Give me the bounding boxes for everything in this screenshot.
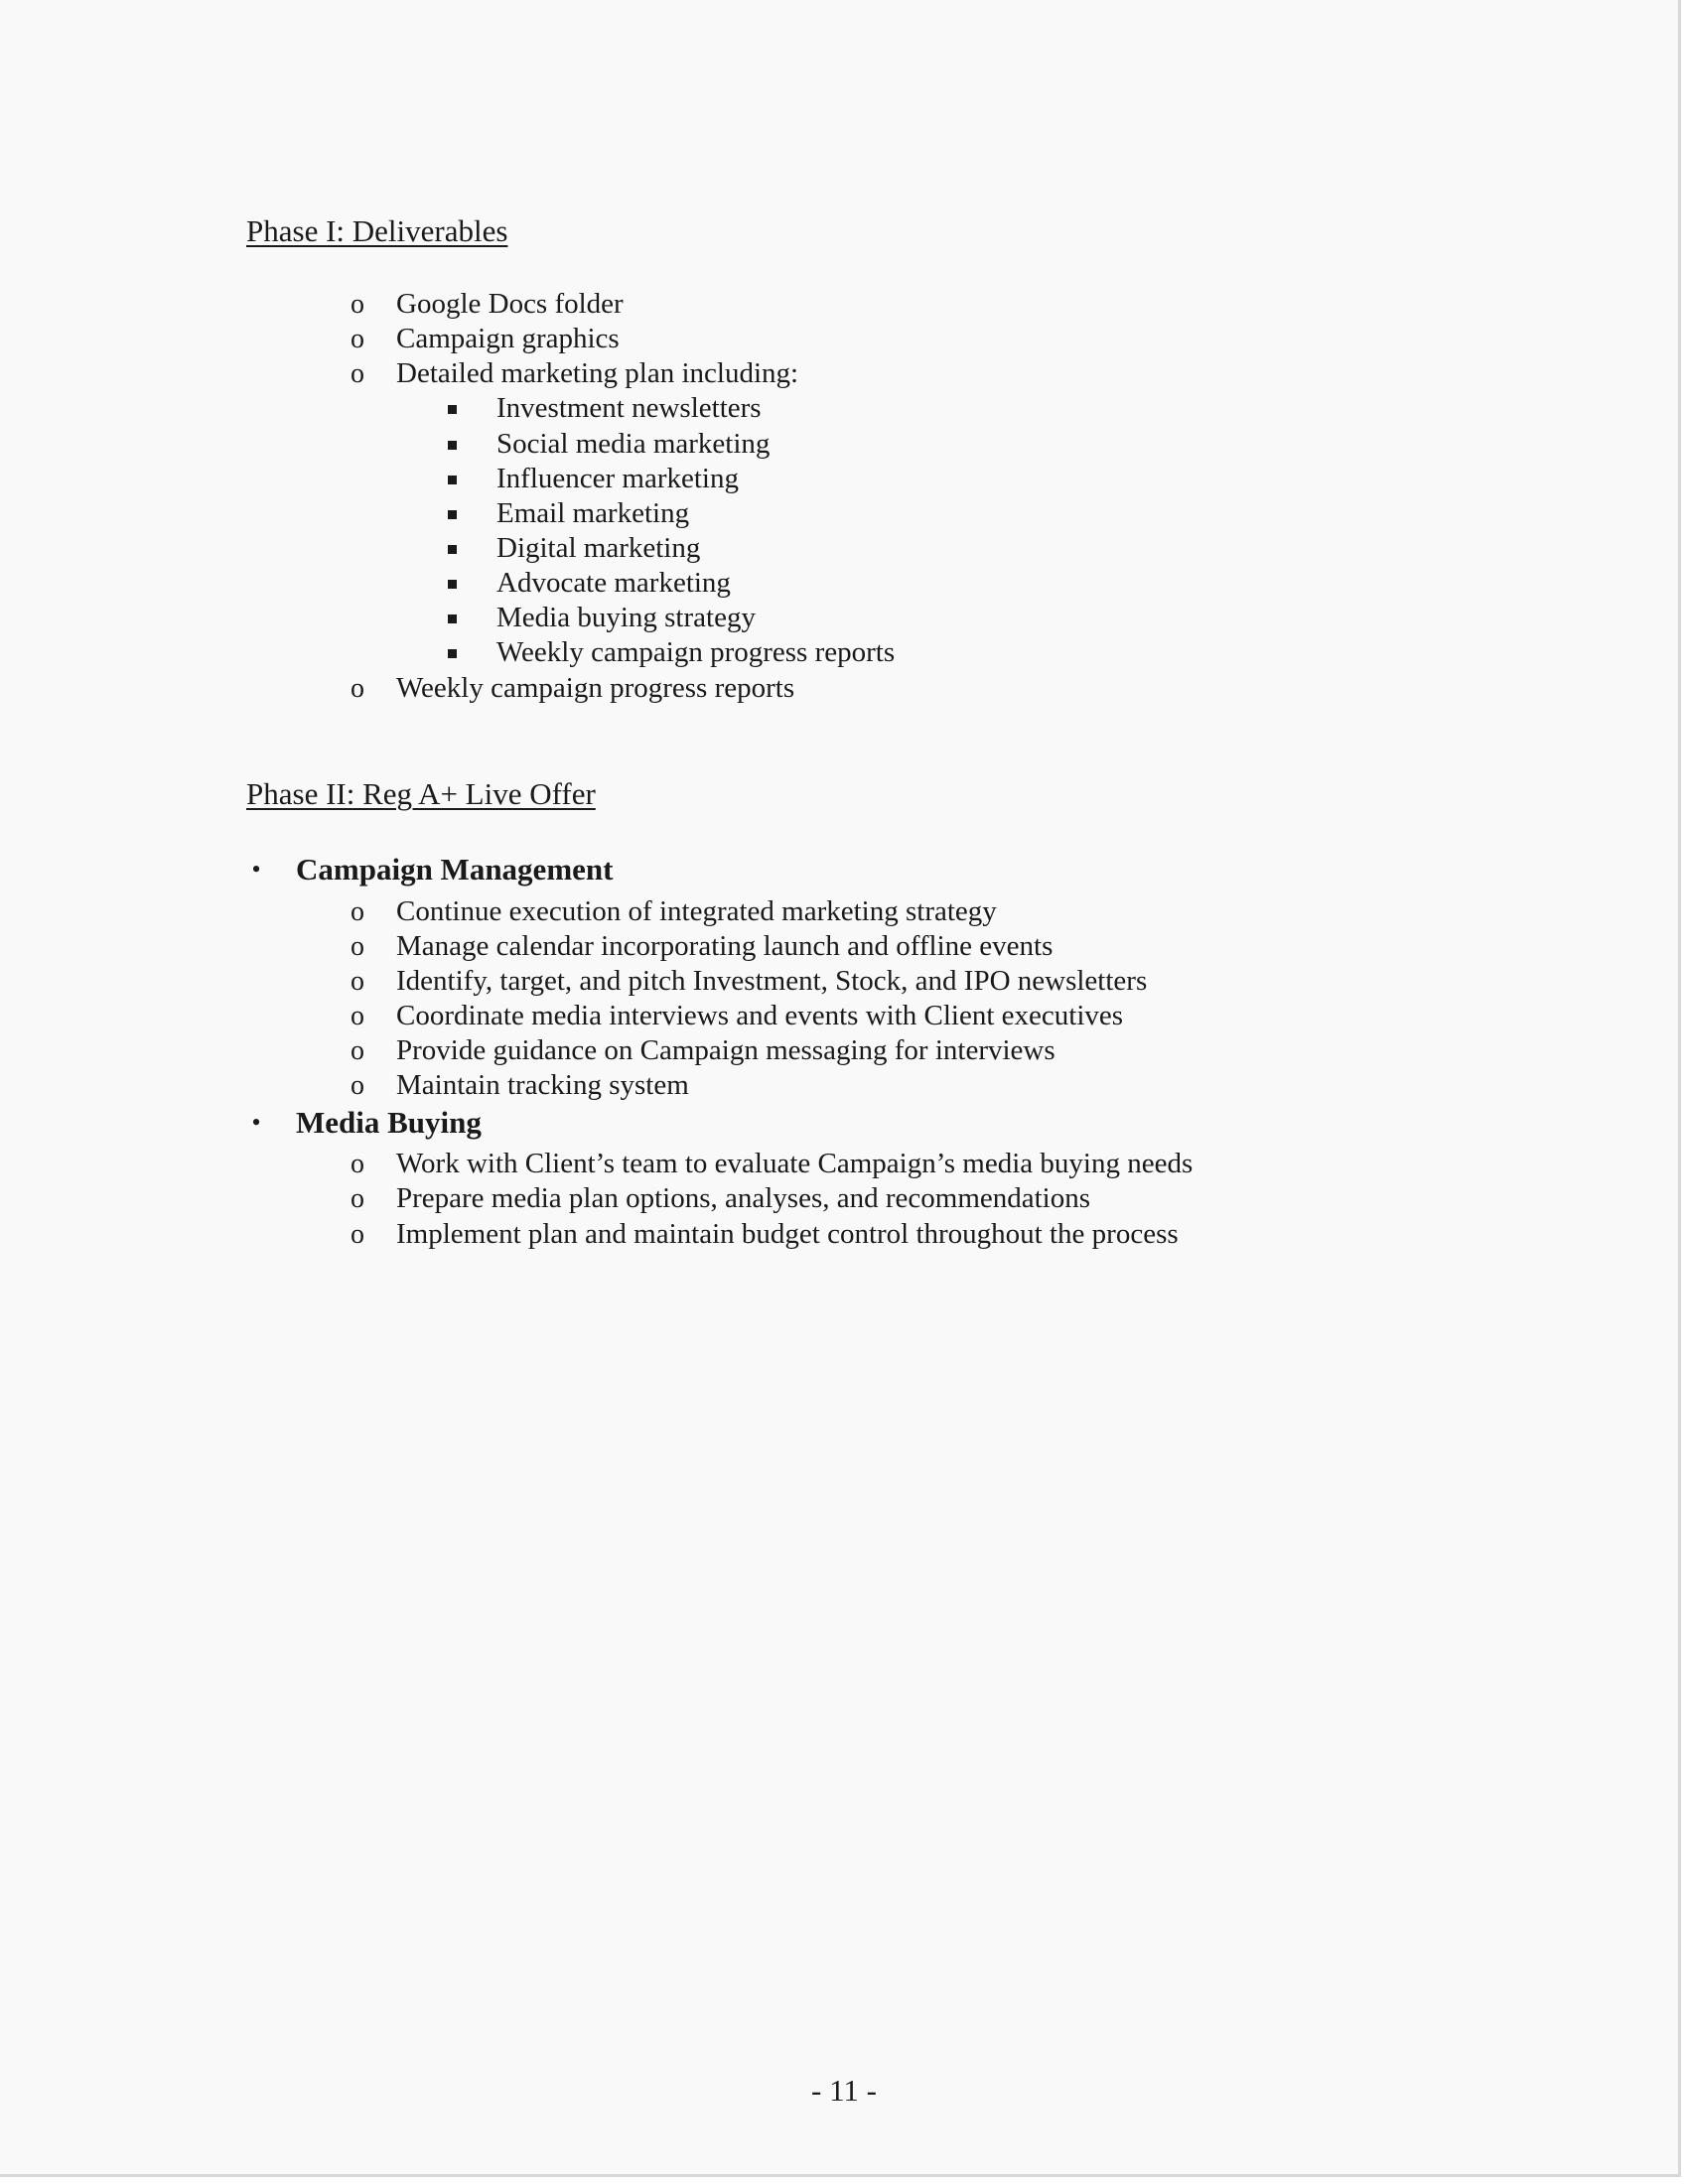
list-item-text: Weekly campaign progress reports bbox=[496, 636, 896, 668]
circle-bullet-icon: o bbox=[351, 1149, 364, 1179]
square-bullet-icon bbox=[448, 441, 457, 450]
list-item-text: Email marketing bbox=[496, 497, 690, 529]
list-item-text: Work with Client’s team to evaluate Campaign’s media buying needs bbox=[396, 1148, 1194, 1179]
square-bullet-icon bbox=[448, 614, 457, 623]
bullet-icon: • bbox=[251, 1108, 261, 1137]
list-item-text: Maintain tracking system bbox=[396, 1069, 689, 1101]
square-bullet-icon bbox=[448, 545, 457, 554]
list-item-text: Coordinate media interviews and events with Client executives bbox=[396, 1000, 1124, 1031]
bullet-icon: • bbox=[251, 855, 261, 884]
list-item-text: Digital marketing bbox=[496, 532, 701, 564]
circle-bullet-icon: o bbox=[351, 1001, 364, 1031]
circle-bullet-icon: o bbox=[351, 896, 364, 927]
square-bullet-icon bbox=[448, 580, 457, 589]
circle-bullet-icon: o bbox=[351, 673, 364, 704]
list-item-text: Investment newsletters bbox=[496, 392, 762, 424]
circle-bullet-icon: o bbox=[351, 1035, 364, 1066]
circle-bullet-icon: o bbox=[351, 324, 364, 354]
list-item-text: Provide guidance on Campaign messaging for interviews bbox=[396, 1034, 1055, 1066]
circle-bullet-icon: o bbox=[351, 1070, 364, 1101]
list-item-text: Campaign graphics bbox=[396, 323, 620, 354]
list-item-text: Manage calendar incorporating launch and offline events bbox=[396, 930, 1054, 962]
page-number: - 11 - bbox=[811, 2073, 877, 2108]
list-item-text: Prepare media plan options, analyses, and recommendations bbox=[396, 1182, 1091, 1214]
list-item-text: Advocate marketing bbox=[496, 567, 731, 599]
circle-bullet-icon: o bbox=[351, 289, 364, 320]
phase-2-heading: Phase II: Reg A+ Live Offer bbox=[246, 776, 596, 811]
list-item-text: Detailed marketing plan including: bbox=[396, 357, 799, 389]
circle-bullet-icon: o bbox=[351, 1219, 364, 1250]
square-bullet-icon bbox=[448, 510, 457, 519]
list-item-text: Media buying strategy bbox=[496, 602, 756, 633]
circle-bullet-icon: o bbox=[351, 1183, 364, 1214]
phase-1-heading: Phase I: Deliverables bbox=[246, 213, 508, 248]
list-item-text: Identify, target, and pitch Investment, Stock, and IPO newsletters bbox=[396, 965, 1148, 997]
list-item-text: Weekly campaign progress reports bbox=[396, 672, 795, 704]
section-title: Media Buying bbox=[296, 1105, 482, 1140]
list-item-text: Continue execution of integrated marketing strategy bbox=[396, 895, 997, 927]
list-item-text: Implement plan and maintain budget control throughout the process bbox=[396, 1218, 1179, 1250]
square-bullet-icon bbox=[448, 649, 457, 658]
section-title: Campaign Management bbox=[296, 852, 614, 887]
circle-bullet-icon: o bbox=[351, 358, 364, 389]
list-item-text: Influencer marketing bbox=[496, 463, 739, 494]
square-bullet-icon bbox=[448, 476, 457, 484]
circle-bullet-icon: o bbox=[351, 966, 364, 997]
list-item-text: Social media marketing bbox=[496, 428, 771, 460]
square-bullet-icon bbox=[448, 405, 457, 414]
circle-bullet-icon: o bbox=[351, 931, 364, 962]
list-item-text: Google Docs folder bbox=[396, 288, 624, 320]
